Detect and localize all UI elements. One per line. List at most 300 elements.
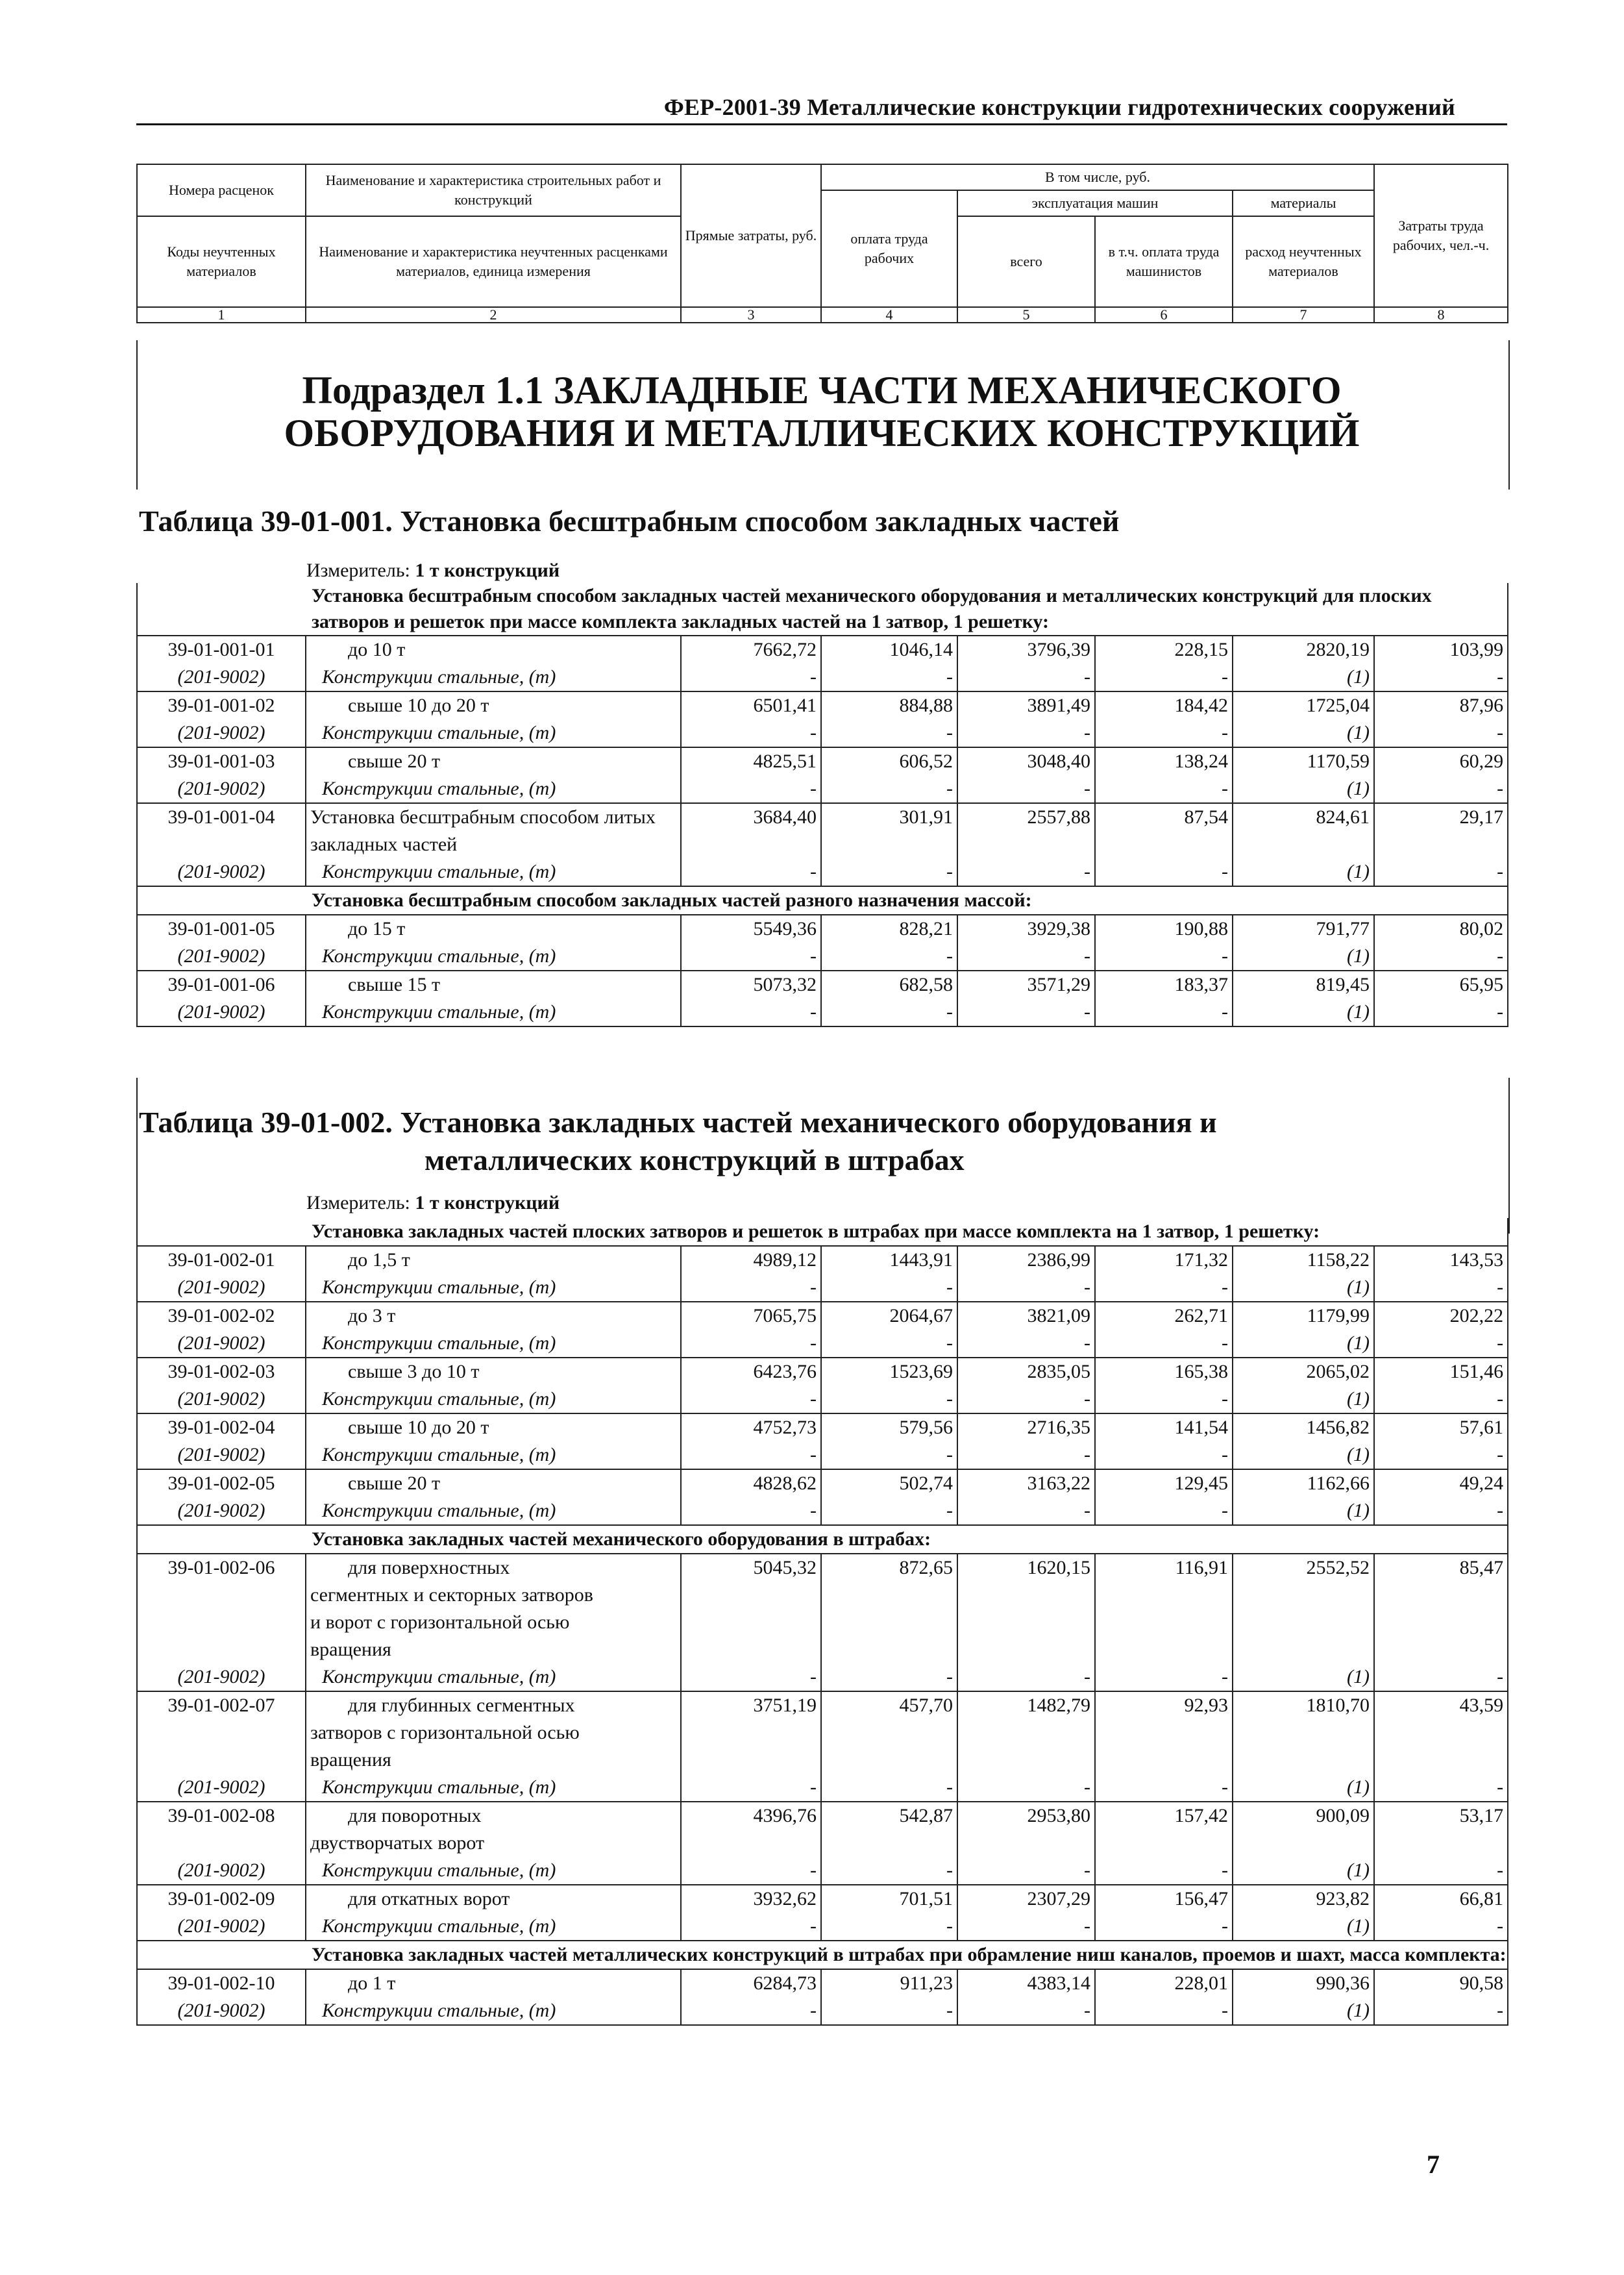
qty-cell: (1) bbox=[1233, 1441, 1374, 1469]
value-cell: 103,99 bbox=[1374, 636, 1508, 664]
value-cell: 1482,79 bbox=[957, 1691, 1095, 1774]
value-cell: 1810,70 bbox=[1233, 1691, 1374, 1774]
qty-cell: (1) bbox=[1233, 1774, 1374, 1802]
value-cell: 1523,69 bbox=[821, 1358, 957, 1386]
rate-code: 39-01-001-04 bbox=[137, 803, 306, 858]
dash-cell: - bbox=[957, 1663, 1095, 1691]
value-cell: 828,21 bbox=[821, 915, 957, 943]
value-cell: 60,29 bbox=[1374, 747, 1508, 775]
work-name: для откатных ворот bbox=[306, 1885, 681, 1913]
dash-cell: - bbox=[681, 719, 821, 747]
value-cell: 457,70 bbox=[821, 1691, 957, 1774]
value-cell: 49,24 bbox=[1374, 1469, 1508, 1497]
dash-cell: - bbox=[821, 1997, 957, 2025]
col-num: 6 bbox=[1095, 307, 1233, 323]
material-name: Конструкции стальные, (т) bbox=[306, 664, 681, 691]
value-cell: 228,15 bbox=[1095, 636, 1233, 664]
column-header-table bbox=[136, 164, 1508, 323]
table-row bbox=[137, 1969, 1508, 1997]
value-cell: 5549,36 bbox=[681, 915, 821, 943]
dash-cell: - bbox=[1374, 1913, 1508, 1941]
machines-header: эксплуатация машин bbox=[957, 190, 1233, 216]
material-name: Конструкции стальные, (т) bbox=[306, 1497, 681, 1525]
dash-cell: - bbox=[1374, 775, 1508, 803]
value-cell: 157,42 bbox=[1095, 1802, 1233, 1857]
qty-cell: (1) bbox=[1233, 999, 1374, 1026]
value-cell: 29,17 bbox=[1374, 803, 1508, 858]
dash-cell: - bbox=[1374, 999, 1508, 1026]
dash-cell: - bbox=[1374, 1774, 1508, 1802]
material-code: (201-9002) bbox=[137, 999, 306, 1026]
dash-cell: - bbox=[681, 1497, 821, 1525]
dash-cell: - bbox=[821, 1497, 957, 1525]
dash-cell: - bbox=[1095, 943, 1233, 971]
value-cell: 156,47 bbox=[1095, 1885, 1233, 1913]
dash-cell: - bbox=[1095, 1774, 1233, 1802]
value-cell: 116,91 bbox=[1095, 1554, 1233, 1663]
col1-header-top: Номера расценок bbox=[137, 164, 306, 216]
work-name bbox=[306, 1691, 681, 1774]
value-cell: 900,09 bbox=[1233, 1802, 1374, 1857]
value-cell: 3821,09 bbox=[957, 1302, 1095, 1330]
work-name: до 15 т bbox=[306, 915, 681, 943]
material-row bbox=[137, 775, 1508, 803]
material-name: Конструкции стальные, (т) bbox=[306, 1913, 681, 1941]
value-cell: 7662,72 bbox=[681, 636, 821, 664]
dash-cell: - bbox=[1095, 1497, 1233, 1525]
materials-header: материалы bbox=[1233, 190, 1374, 216]
table-row bbox=[137, 1246, 1508, 1274]
material-code: (201-9002) bbox=[137, 1386, 306, 1413]
work-name-line: для поворотных bbox=[348, 1805, 482, 1826]
dash-cell: - bbox=[1095, 1274, 1233, 1302]
dash-cell: - bbox=[1095, 858, 1233, 886]
dash-cell: - bbox=[957, 1386, 1095, 1413]
material-code: (201-9002) bbox=[137, 858, 306, 886]
value-cell: 2820,19 bbox=[1233, 636, 1374, 664]
dash-cell: - bbox=[681, 999, 821, 1026]
table-row bbox=[137, 691, 1508, 719]
value-cell: 171,32 bbox=[1095, 1246, 1233, 1274]
qty-cell: (1) bbox=[1233, 1913, 1374, 1941]
value-cell: 2835,05 bbox=[957, 1358, 1095, 1386]
running-title: ФЕР-2001-39 Металлические конструкции гидротехнических сооружений bbox=[663, 94, 1455, 120]
dash-cell: - bbox=[957, 1857, 1095, 1885]
dash-cell: - bbox=[821, 858, 957, 886]
value-cell: 228,01 bbox=[1095, 1969, 1233, 1997]
rate-code: 39-01-001-05 bbox=[137, 915, 306, 943]
dash-cell: - bbox=[957, 664, 1095, 691]
material-code: (201-9002) bbox=[137, 1441, 306, 1469]
material-row bbox=[137, 719, 1508, 747]
value-cell: 4752,73 bbox=[681, 1413, 821, 1441]
work-name: до 10 т bbox=[306, 636, 681, 664]
work-name-line: вращения bbox=[310, 1639, 391, 1660]
dash-cell: - bbox=[1095, 1997, 1233, 2025]
value-cell: 129,45 bbox=[1095, 1469, 1233, 1497]
rate-code: 39-01-002-08 bbox=[137, 1802, 306, 1857]
value-cell: 141,54 bbox=[1095, 1413, 1233, 1441]
dash-cell: - bbox=[681, 1774, 821, 1802]
material-code: (201-9002) bbox=[137, 719, 306, 747]
dash-cell: - bbox=[957, 1274, 1095, 1302]
value-cell: 2557,88 bbox=[957, 803, 1095, 858]
dash-cell: - bbox=[821, 1330, 957, 1358]
material-row bbox=[137, 999, 1508, 1026]
value-cell: 884,88 bbox=[821, 691, 957, 719]
value-cell: 6284,73 bbox=[681, 1969, 821, 1997]
group-heading: Установка бесштрабным способом закладных частей разного назначения массой: bbox=[312, 889, 1032, 911]
col8-header: Затраты труда рабочих, чел.-ч. bbox=[1374, 164, 1508, 307]
col7-header: расход неучтенных материалов bbox=[1233, 216, 1374, 307]
dash-cell: - bbox=[1374, 1663, 1508, 1691]
dash-cell: - bbox=[821, 775, 957, 803]
dash-cell: - bbox=[681, 1330, 821, 1358]
value-cell: 138,24 bbox=[1095, 747, 1233, 775]
table1-body bbox=[136, 583, 1508, 1027]
dash-cell: - bbox=[1374, 1857, 1508, 1885]
value-cell: 923,82 bbox=[1233, 1885, 1374, 1913]
dash-cell: - bbox=[1374, 1386, 1508, 1413]
group-heading: Установка закладных частей механического оборудования в штрабах: bbox=[312, 1528, 931, 1550]
value-cell: 2953,80 bbox=[957, 1802, 1095, 1857]
dash-cell: - bbox=[957, 943, 1095, 971]
material-row bbox=[137, 1330, 1508, 1358]
material-row bbox=[137, 664, 1508, 691]
qty-cell: (1) bbox=[1233, 664, 1374, 691]
material-name: Конструкции стальные, (т) bbox=[306, 1330, 681, 1358]
value-cell: 819,45 bbox=[1233, 971, 1374, 999]
material-row bbox=[137, 1857, 1508, 1885]
value-cell: 791,77 bbox=[1233, 915, 1374, 943]
dash-cell: - bbox=[1095, 1913, 1233, 1941]
value-cell: 3684,40 bbox=[681, 803, 821, 858]
dash-cell: - bbox=[681, 1913, 821, 1941]
qty-cell: (1) bbox=[1233, 943, 1374, 971]
dash-cell: - bbox=[681, 1274, 821, 1302]
material-code: (201-9002) bbox=[137, 775, 306, 803]
value-cell: 66,81 bbox=[1374, 1885, 1508, 1913]
material-name: Конструкции стальные, (т) bbox=[306, 943, 681, 971]
value-cell: 184,42 bbox=[1095, 691, 1233, 719]
value-cell: 143,53 bbox=[1374, 1246, 1508, 1274]
material-row bbox=[137, 1497, 1508, 1525]
value-cell: 1456,82 bbox=[1233, 1413, 1374, 1441]
value-cell: 262,71 bbox=[1095, 1302, 1233, 1330]
dash-cell: - bbox=[821, 999, 957, 1026]
dash-cell: - bbox=[821, 664, 957, 691]
dash-cell: - bbox=[821, 943, 957, 971]
dash-cell: - bbox=[1095, 1441, 1233, 1469]
dash-cell: - bbox=[1374, 664, 1508, 691]
dash-cell: - bbox=[1374, 1441, 1508, 1469]
value-cell: 3929,38 bbox=[957, 915, 1095, 943]
table-row bbox=[137, 747, 1508, 775]
dash-cell: - bbox=[1095, 1663, 1233, 1691]
work-name: до 1,5 т bbox=[306, 1246, 681, 1274]
table2-title-line1: Таблица 39-01-002. Установка закладных частей механического оборудования и bbox=[139, 1106, 1217, 1139]
dash-cell: - bbox=[957, 1913, 1095, 1941]
material-name: Конструкции стальные, (т) bbox=[306, 1997, 681, 2025]
col5-header: всего bbox=[957, 216, 1095, 307]
col-num: 8 bbox=[1374, 307, 1508, 323]
incl-header: В том числе, руб. bbox=[821, 164, 1374, 190]
value-cell: 3163,22 bbox=[957, 1469, 1095, 1497]
value-cell: 2716,35 bbox=[957, 1413, 1095, 1441]
work-name: свыше 10 до 20 т bbox=[306, 691, 681, 719]
col6-header: в т.ч. оплата труда машинистов bbox=[1095, 216, 1233, 307]
rate-code: 39-01-002-04 bbox=[137, 1413, 306, 1441]
value-cell: 579,56 bbox=[821, 1413, 957, 1441]
dash-cell: - bbox=[681, 1997, 821, 2025]
col-num: 4 bbox=[821, 307, 957, 323]
table-row bbox=[137, 971, 1508, 999]
value-cell: 7065,75 bbox=[681, 1302, 821, 1330]
dash-cell: - bbox=[821, 1774, 957, 1802]
work-name-line: двустворчатых ворот bbox=[310, 1832, 485, 1854]
value-cell: 151,46 bbox=[1374, 1358, 1508, 1386]
value-cell: 701,51 bbox=[821, 1885, 957, 1913]
value-cell: 682,58 bbox=[821, 971, 957, 999]
dash-cell: - bbox=[1095, 1857, 1233, 1885]
dash-cell: - bbox=[681, 1441, 821, 1469]
dash-cell: - bbox=[957, 1997, 1095, 2025]
material-row bbox=[137, 1441, 1508, 1469]
value-cell: 5073,32 bbox=[681, 971, 821, 999]
meter-value: 1 т конструкций bbox=[415, 560, 560, 581]
dash-cell: - bbox=[821, 719, 957, 747]
value-cell: 57,61 bbox=[1374, 1413, 1508, 1441]
value-cell: 202,22 bbox=[1374, 1302, 1508, 1330]
value-cell: 911,23 bbox=[821, 1969, 957, 1997]
group-heading: Установка закладных частей плоских затворов и решеток в штрабах при массе комплекта на 1 затвор, 1 решетку: bbox=[312, 1221, 1320, 1242]
value-cell: 2386,99 bbox=[957, 1246, 1095, 1274]
work-name-line: сегментных и секторных затворов bbox=[310, 1584, 593, 1606]
value-cell: 87,96 bbox=[1374, 691, 1508, 719]
dash-cell: - bbox=[821, 1663, 957, 1691]
material-code: (201-9002) bbox=[137, 1997, 306, 2025]
table2-title-line2: металлических конструкций в штрабах bbox=[424, 1143, 965, 1176]
material-name: Конструкции стальные, (т) bbox=[306, 775, 681, 803]
value-cell: 301,91 bbox=[821, 803, 957, 858]
rate-code: 39-01-001-01 bbox=[137, 636, 306, 664]
table-row bbox=[137, 1469, 1508, 1497]
meter-label: Измеритель: bbox=[306, 1192, 410, 1213]
table-row bbox=[137, 1802, 1508, 1857]
dash-cell: - bbox=[681, 664, 821, 691]
value-cell: 1725,04 bbox=[1233, 691, 1374, 719]
material-row bbox=[137, 1386, 1508, 1413]
value-cell: 183,37 bbox=[1095, 971, 1233, 999]
work-name bbox=[306, 1554, 681, 1663]
dash-cell: - bbox=[681, 775, 821, 803]
group-heading: Установка бесштрабным способом закладных частей механического оборудования и металлических конструкций для плоских затворов и решеток при массе комплекта закладных частей на 1 затвор, 1 решетку: bbox=[312, 585, 1432, 632]
work-name-line: для глубинных сегментных bbox=[348, 1695, 575, 1716]
material-code: (201-9002) bbox=[137, 1663, 306, 1691]
dash-cell: - bbox=[681, 858, 821, 886]
dash-cell: - bbox=[957, 858, 1095, 886]
value-cell: 6501,41 bbox=[681, 691, 821, 719]
dash-cell: - bbox=[957, 1774, 1095, 1802]
table-row bbox=[137, 1302, 1508, 1330]
table2-body bbox=[136, 1218, 1508, 2026]
value-cell: 542,87 bbox=[821, 1802, 957, 1857]
rate-code: 39-01-001-02 bbox=[137, 691, 306, 719]
value-cell: 824,61 bbox=[1233, 803, 1374, 858]
col-num: 3 bbox=[681, 307, 821, 323]
dash-cell: - bbox=[1374, 719, 1508, 747]
qty-cell: (1) bbox=[1233, 1386, 1374, 1413]
qty-cell: (1) bbox=[1233, 1330, 1374, 1358]
dash-cell: - bbox=[1095, 775, 1233, 803]
dash-cell: - bbox=[1374, 1330, 1508, 1358]
work-name-line: затворов с горизонтальной осью bbox=[310, 1722, 580, 1743]
material-name: Конструкции стальные, (т) bbox=[306, 999, 681, 1026]
page-number: 7 bbox=[1427, 2150, 1440, 2179]
rate-code: 39-01-002-09 bbox=[137, 1885, 306, 1913]
material-name: Конструкции стальные, (т) bbox=[306, 1663, 681, 1691]
dash-cell: - bbox=[1374, 1274, 1508, 1302]
material-code: (201-9002) bbox=[137, 1857, 306, 1885]
dash-cell: - bbox=[1374, 1997, 1508, 2025]
dash-cell: - bbox=[957, 1330, 1095, 1358]
dash-cell: - bbox=[681, 1663, 821, 1691]
table-row bbox=[137, 1691, 1508, 1774]
dash-cell: - bbox=[1095, 1386, 1233, 1413]
material-row bbox=[137, 1663, 1508, 1691]
work-name: свыше 20 т bbox=[306, 747, 681, 775]
value-cell: 872,65 bbox=[821, 1554, 957, 1663]
value-cell: 4989,12 bbox=[681, 1246, 821, 1274]
value-cell: 2307,29 bbox=[957, 1885, 1095, 1913]
qty-cell: (1) bbox=[1233, 1497, 1374, 1525]
dash-cell: - bbox=[957, 1497, 1095, 1525]
value-cell: 4396,76 bbox=[681, 1802, 821, 1857]
qty-cell: (1) bbox=[1233, 775, 1374, 803]
material-name: Конструкции стальные, (т) bbox=[306, 1774, 681, 1802]
value-cell: 502,74 bbox=[821, 1469, 957, 1497]
rate-code: 39-01-001-03 bbox=[137, 747, 306, 775]
material-row bbox=[137, 943, 1508, 971]
dash-cell: - bbox=[1095, 999, 1233, 1026]
material-code: (201-9002) bbox=[137, 1274, 306, 1302]
work-name: свыше 3 до 10 т bbox=[306, 1358, 681, 1386]
work-name: свыше 15 т bbox=[306, 971, 681, 999]
material-name: Конструкции стальные, (т) bbox=[306, 1441, 681, 1469]
table1-meter bbox=[306, 560, 560, 582]
work-name: свыше 20 т bbox=[306, 1469, 681, 1497]
rate-code: 39-01-002-01 bbox=[137, 1246, 306, 1274]
material-code: (201-9002) bbox=[137, 1330, 306, 1358]
value-cell: 3932,62 bbox=[681, 1885, 821, 1913]
qty-cell: (1) bbox=[1233, 1274, 1374, 1302]
value-cell: 6423,76 bbox=[681, 1358, 821, 1386]
material-row bbox=[137, 858, 1508, 886]
material-code: (201-9002) bbox=[137, 1497, 306, 1525]
material-name: Конструкции стальные, (т) bbox=[306, 1386, 681, 1413]
rate-code: 39-01-002-10 bbox=[137, 1969, 306, 1997]
group-heading: Установка закладных частей металлических конструкций в штрабах при обрамление ниш каналов, проемов и шахт, масса комплекта: bbox=[312, 1944, 1507, 1965]
value-cell: 3796,39 bbox=[957, 636, 1095, 664]
dash-cell: - bbox=[957, 999, 1095, 1026]
material-row bbox=[137, 1774, 1508, 1802]
material-name: Конструкции стальные, (т) bbox=[306, 858, 681, 886]
dash-cell: - bbox=[821, 1913, 957, 1941]
value-cell: 1162,66 bbox=[1233, 1469, 1374, 1497]
material-row bbox=[137, 1913, 1508, 1941]
dash-cell: - bbox=[1095, 664, 1233, 691]
value-cell: 85,47 bbox=[1374, 1554, 1508, 1663]
material-code: (201-9002) bbox=[137, 1774, 306, 1802]
work-name: свыше 10 до 20 т bbox=[306, 1413, 681, 1441]
value-cell: 5045,32 bbox=[681, 1554, 821, 1663]
material-name: Конструкции стальные, (т) bbox=[306, 719, 681, 747]
value-cell: 1046,14 bbox=[821, 636, 957, 664]
value-cell: 2064,67 bbox=[821, 1302, 957, 1330]
col-num: 7 bbox=[1233, 307, 1374, 323]
value-cell: 190,88 bbox=[1095, 915, 1233, 943]
dash-cell: - bbox=[821, 1441, 957, 1469]
dash-cell: - bbox=[957, 775, 1095, 803]
value-cell: 2065,02 bbox=[1233, 1358, 1374, 1386]
subsection-title: Подраздел 1.1 ЗАКЛАДНЫЕ ЧАСТИ МЕХАНИЧЕСКОГО ОБОРУДОВАНИЯ И МЕТАЛЛИЧЕСКИХ КОНСТРУКЦИЙ bbox=[284, 369, 1360, 454]
col1-header-bottom: Коды неучтенных материалов bbox=[137, 216, 306, 307]
qty-cell: (1) bbox=[1233, 858, 1374, 886]
material-code: (201-9002) bbox=[137, 1913, 306, 1941]
material-row bbox=[137, 1274, 1508, 1302]
work-name: Установка бесштрабным способом литых закладных частей bbox=[306, 803, 681, 858]
value-cell: 4825,51 bbox=[681, 747, 821, 775]
rate-code: 39-01-002-03 bbox=[137, 1358, 306, 1386]
rate-code: 39-01-002-06 bbox=[137, 1554, 306, 1663]
value-cell: 3751,19 bbox=[681, 1691, 821, 1774]
value-cell: 2552,52 bbox=[1233, 1554, 1374, 1663]
table2-meter bbox=[306, 1192, 560, 1214]
rate-code: 39-01-002-02 bbox=[137, 1302, 306, 1330]
work-name-line: для поверхностных bbox=[348, 1557, 510, 1578]
dash-cell: - bbox=[1095, 1330, 1233, 1358]
value-cell: 165,38 bbox=[1095, 1358, 1233, 1386]
work-name: до 3 т bbox=[306, 1302, 681, 1330]
dash-cell: - bbox=[1374, 1497, 1508, 1525]
value-cell: 990,36 bbox=[1233, 1969, 1374, 1997]
column-numbers-row bbox=[137, 307, 1508, 323]
value-cell: 1158,22 bbox=[1233, 1246, 1374, 1274]
value-cell: 3891,49 bbox=[957, 691, 1095, 719]
material-name: Конструкции стальные, (т) bbox=[306, 1274, 681, 1302]
value-cell: 53,17 bbox=[1374, 1802, 1508, 1857]
dash-cell: - bbox=[681, 943, 821, 971]
dash-cell: - bbox=[1374, 858, 1508, 886]
meter-value: 1 т конструкций bbox=[415, 1192, 560, 1213]
table-row bbox=[137, 636, 1508, 664]
value-cell: 80,02 bbox=[1374, 915, 1508, 943]
rate-code: 39-01-002-05 bbox=[137, 1469, 306, 1497]
value-cell: 4828,62 bbox=[681, 1469, 821, 1497]
dash-cell: - bbox=[821, 1857, 957, 1885]
value-cell: 606,52 bbox=[821, 747, 957, 775]
table-row bbox=[137, 1413, 1508, 1441]
value-cell: 65,95 bbox=[1374, 971, 1508, 999]
dash-cell: - bbox=[1095, 719, 1233, 747]
work-name-line: вращения bbox=[310, 1749, 391, 1771]
col-num: 5 bbox=[957, 307, 1095, 323]
value-cell: 1443,91 bbox=[821, 1246, 957, 1274]
col3-header: Прямые затраты, руб. bbox=[681, 164, 821, 307]
value-cell: 87,54 bbox=[1095, 803, 1233, 858]
table-row bbox=[137, 1554, 1508, 1663]
dash-cell: - bbox=[957, 1441, 1095, 1469]
